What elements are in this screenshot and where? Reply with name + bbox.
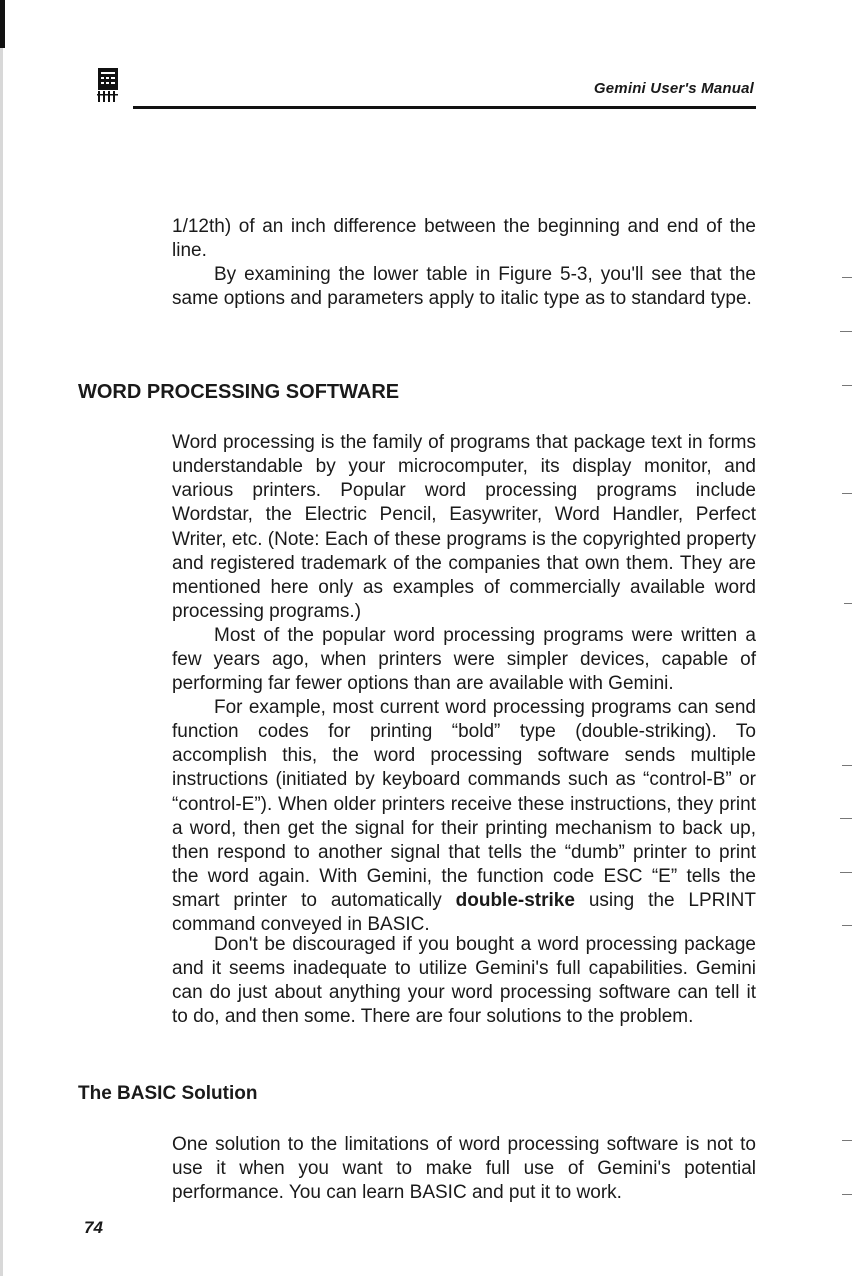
paragraph-popular-programs bbox=[172, 624, 756, 696]
scan-margin-marks bbox=[800, 0, 860, 1276]
double-strike-term: double-strike bbox=[455, 890, 575, 912]
subheading-basic-solution: The BASIC Solution bbox=[78, 1083, 258, 1104]
paragraph-italic-options bbox=[172, 263, 756, 311]
running-header-title: Gemini User's Manual bbox=[593, 80, 754, 97]
paragraph-popular-programs-text: Most of the popular word processing programs were written a few years ago, when printers were simpler devices, capable of performing far fewer options than are available with Gemini. bbox=[172, 625, 756, 695]
section-heading-word-processing: WORD PROCESSING SOFTWARE bbox=[78, 381, 400, 403]
gemini-logo-icon bbox=[97, 68, 119, 102]
paragraph-word-processing-intro: Word processing is the family of programs that package text in forms understandable by your microcomputer, its display monitor, and various printers. Popular word processing programs include Wordstar, the Electric Pencil, Easywriter, Word Handler, Perfect Writer, etc. (Note: Each of these programs is the copyrighted property and registered trademark of the companies that own them. They are mentioned here only as examples of commercially available word processing programs.) bbox=[172, 432, 756, 623]
paragraph-italic-options-text: By examining the lower table in Figure 5-3, you'll see that the same options and parameters apply to italic type as to standard type. bbox=[172, 264, 756, 310]
paragraph-bold-example bbox=[172, 696, 756, 938]
page-number: 74 bbox=[84, 1218, 103, 1237]
paragraph-bold-example-text-1: For example, most current word processing programs can send function codes for printing “bold” type (double-striking). To accomplish this, the word processing software sends multiple instructions (initiated by keyboard commands such as “control-B” or “control-E”). When older printers receive these instructions, they print a word, then get the signal for their printing mechanism to back up, then respond to another signal that tells the “dumb” printer to print the word again. With Gemini, the function code ESC “E” tells the smart printer to automatically bbox=[172, 697, 756, 912]
header-rule bbox=[133, 106, 756, 109]
paragraph-bold-example-text-2: using the LPRINT command conveyed in BASIC. bbox=[172, 890, 756, 936]
page-left-edge-mark bbox=[0, 0, 5, 48]
paragraph-line-width: 1/12th) of an inch difference between the beginning and end of the line. bbox=[172, 216, 756, 262]
paragraph-basic-solution: One solution to the limitations of word processing software is not to use it when you want to make full use of Gemini's potential performance. You can learn BASIC and put it to work. bbox=[172, 1134, 756, 1204]
page-left-edge bbox=[0, 0, 3, 1276]
paragraph-dont-be-discouraged bbox=[172, 933, 756, 1030]
paragraph-dont-be-discouraged-text: Don't be discouraged if you bought a word processing package and it seems inadequate to utilize Gemini's full capabilities. Gemini can do just about anything your word processing software can tell it to do, and then some. There are four solutions to the problem. bbox=[172, 934, 756, 1028]
